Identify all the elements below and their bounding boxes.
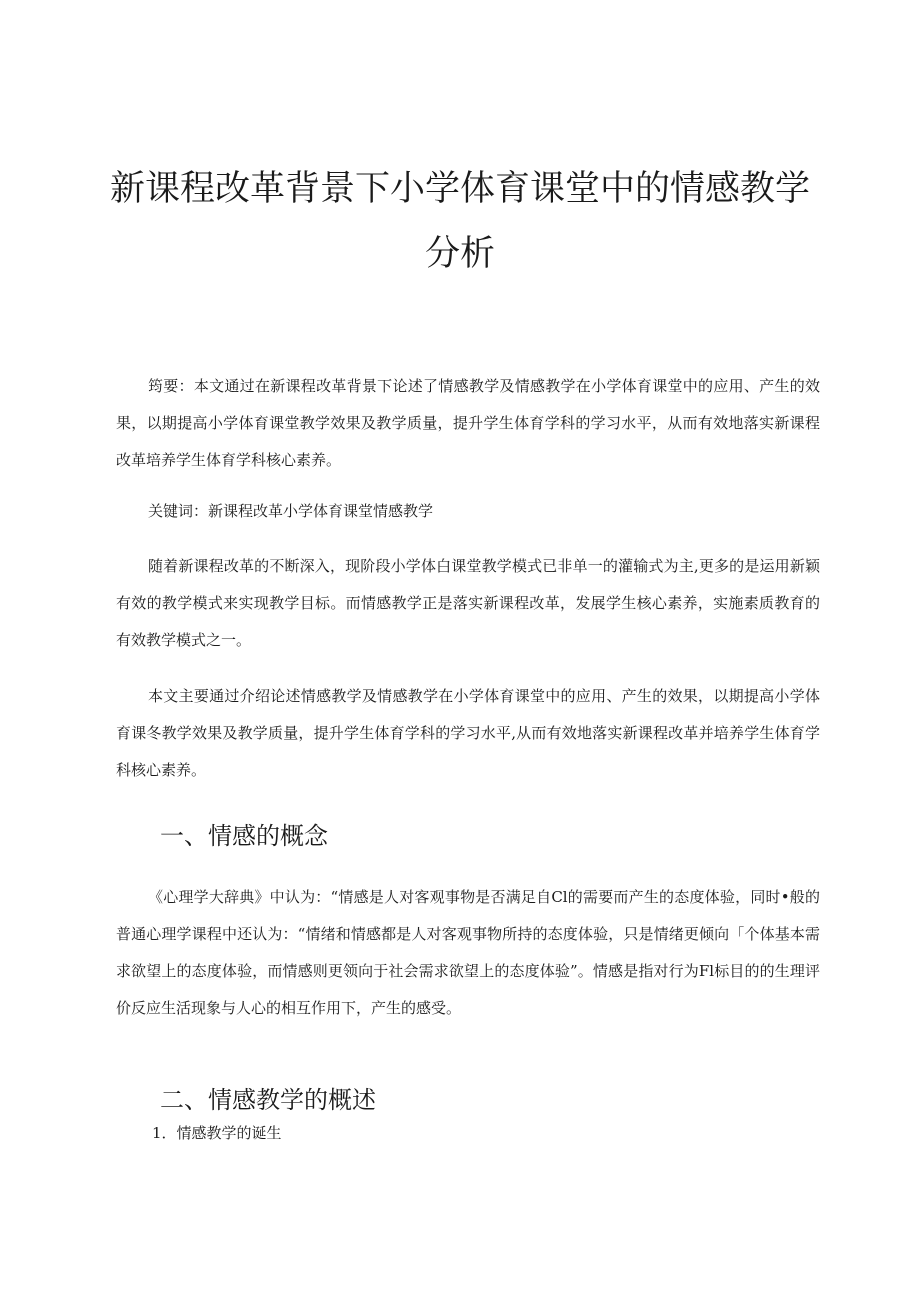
subsection-2-1-heading: 1．情感教学的诞生	[152, 1124, 282, 1142]
intro-paragraph-2: 本文主要通过介绍论述情感教学及情感教学在小学体育课堂中的应用、产生的效果，以期提高小学体育课冬教学效果及教学质量，提升学生体育学科的学习水平,从而有效地落实新课程改革并培养学生体育学科核心素养。	[116, 687, 820, 779]
section-1-heading: 一、情感的概念	[160, 822, 328, 850]
intro-paragraph-1: 随着新课程改革的不断深入，现阶段小学体白课堂教学模式已非单一的灌输式为主,更多的是运用新颖有效的教学模式来实现教学目标。而情感教学正是落实新课程改革，发展学生核心素养，实施素质教育的有效教学模式之一。	[116, 557, 820, 649]
document-title-line-1: 新课程改革背景下小学体育课堂中的情感教学	[109, 169, 810, 209]
keywords-line: 关键词：新课程改革小学体育课堂情感教学	[148, 502, 434, 520]
document-title-line-2: 分析	[424, 234, 495, 274]
section-2-heading: 二、情感教学的概述	[160, 1086, 376, 1114]
abstract-paragraph: 筠要：本文通过在新课程改革背景下论述了情感教学及情感教学在小学体育课堂中的应用、产生的效果，以期提高小学体育课堂教学效果及教学质量，提升学生体育学科的学习水平，从而有效地落实新课程改革培养学生体育学科核心素养。	[116, 377, 820, 469]
section-1-paragraph: 《心理学大辞典》中认为：“情感是人对客观事物是否满足自Cl的需要而产生的态度体验，同时•般的普通心理学课程中还认为：“情绪和情感都是人对客观事物所持的态度体验，只是情绪更倾向「个体基本需求欲望上的态度体验，而情感则更领向于社会需求欲望上的态度体验”。情感是指对行为Fl标目的的生理评价反应生活现象与人心的相互作用下，产生的感受。	[116, 888, 820, 1017]
